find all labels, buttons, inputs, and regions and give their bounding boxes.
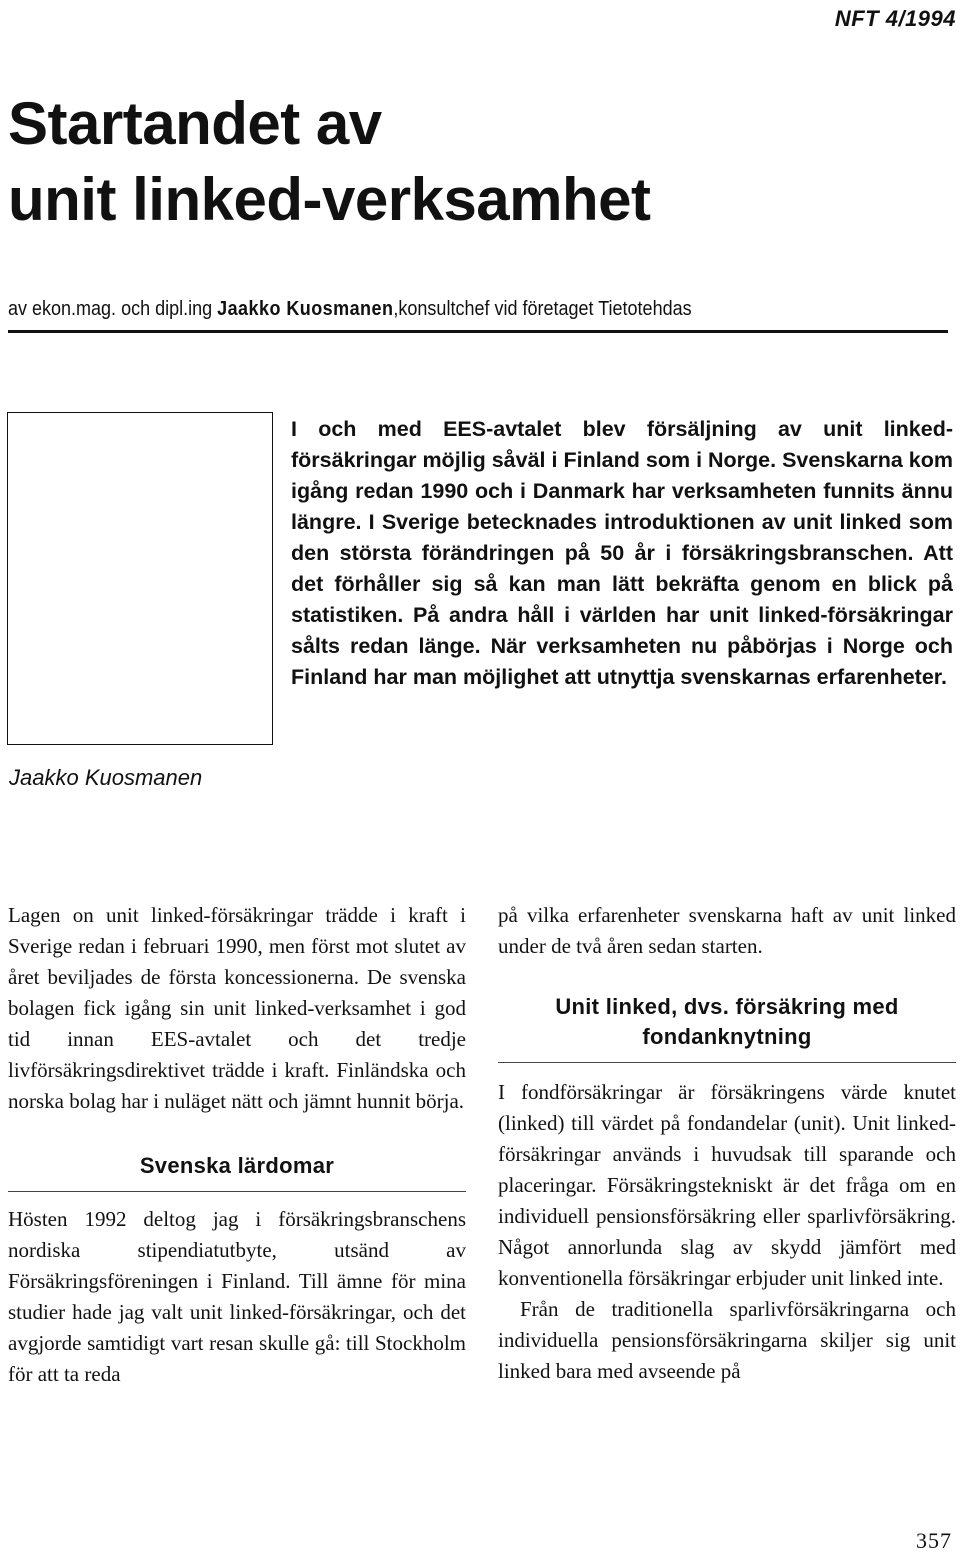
title-line-1: Startandet av (8, 90, 382, 157)
author-name: Jaakko Kuosmanen (217, 298, 394, 320)
section-heading-unit-linked (498, 992, 956, 1052)
body-column-left (8, 900, 466, 1390)
body-column-right (498, 900, 956, 1387)
body-paragraph: I fondförsäkringar är försäkringens värde knutet (linked) till värdet på fondandelar (unit). Unit linked-försäkringar används i huvudsak till sparande och placeringar. Försäkringstekniskt är det fråga om en individuell pensionsförsäkring eller sparlivförsäkring. Något annorlunda slag av skydd jämfört med konventionella försäkringar erbjuder unit linked inte. (498, 1080, 956, 1290)
lead-paragraph: I och med EES-avtalet blev försäljning av unit linked-försäkringar möjlig såväl i Finland som i Norge. Svenskarna kom igång redan 1990 och i Danmark har verksamheten funnits ännu längre. I Sverige betecknades introduktionen av unit linked som den största förändringen på 50 år i försäkringsbranschen. Att det förhåller sig så kan man lätt bekräfta genom en blick på statistiken. På andra håll i världen har unit linked-försäkringar sålts redan länge. När verksamheten nu påbörjas i Norge och Finland har man möjlighet att utnyttja svenskarnas erfarenheter. (291, 417, 953, 689)
section-heading-svenska-lardomar: Svenska lärdomar (139, 1153, 335, 1178)
section-rule (498, 1062, 956, 1063)
title-line-2: unit linked-verksamhet (8, 166, 651, 233)
byline-suffix: ,konsultchef vid företaget Tietotehdas (393, 298, 692, 320)
section-rule (8, 1191, 466, 1192)
author-photo-placeholder (7, 412, 273, 745)
body-paragraph: Från de traditionella sparlivförsäkringarna och individuella pensionsförsäkringarna skiljer sig unit linked bara med avseende på (498, 1297, 956, 1383)
article-title (8, 86, 651, 238)
title-rule (8, 330, 948, 333)
section-heading-line-2: fondanknytning (642, 1024, 812, 1049)
byline (8, 298, 692, 321)
journal-issue: NFT 4/1994 (834, 6, 956, 31)
body-paragraph: Lagen on unit linked-försäkringar trädde i kraft i Sverige redan i februari 1990, men först mot slutet av året beviljades de första koncessionerna. De svenska bolagen fick igång sin unit linked-verksamhet i god tid innan EES-avtalet och det tredje livförsäkringsdirektivet trädde i kraft. Finländska och norska bolag har i nuläget nätt och jämnt hunnit börja. (8, 903, 466, 1113)
photo-caption: Jaakko Kuosmanen (9, 765, 203, 790)
section-heading-line-1: Unit linked, dvs. försäkring med (555, 994, 899, 1019)
page-number: 357 (916, 1528, 952, 1553)
body-paragraph: på vilka erfarenheter svenskarna haft av unit linked under de två åren sedan starten. (498, 903, 956, 958)
body-paragraph: Hösten 1992 deltog jag i försäkringsbranschens nordiska stipendiatutbyte, utsänd av Försäkringsföreningen i Finland. Till ämne för mina studier hade jag valt unit linked-försäkringar, och det avgjorde samtidigt vart resan skulle gå: till Stockholm för att ta reda (8, 1207, 466, 1386)
byline-prefix: av ekon.mag. och dipl.ing (8, 298, 218, 320)
